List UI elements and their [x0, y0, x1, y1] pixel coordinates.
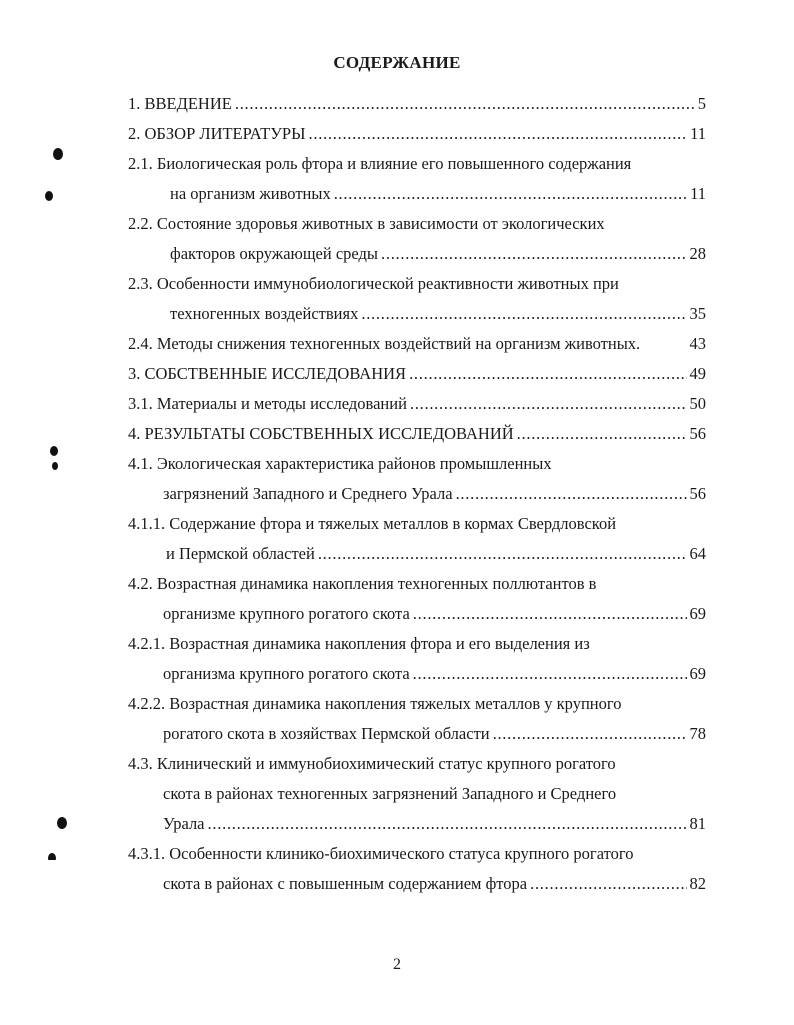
toc-entry-2-1	[170, 182, 706, 206]
toc-page-number: 78	[689, 724, 706, 743]
toc-entry-title: 3. СОБСТВЕННЫЕ ИССЛЕДОВАНИЯ	[128, 364, 407, 383]
toc-entry-title: 4.3.1. Особенности клинико-биохимического статуса крупного рогатого	[128, 844, 634, 863]
ink-blot	[48, 853, 56, 860]
toc-entry-2-4	[128, 332, 706, 356]
dot-leader	[334, 182, 687, 206]
toc-entry-title: 4.1.1. Содержание фтора и тяжелых металлов в кормах Свердловской	[128, 514, 617, 533]
toc-entry-title: 1. ВВЕДЕНИЕ	[128, 94, 232, 113]
dot-leader	[517, 422, 687, 446]
toc-page-number: 35	[689, 304, 706, 323]
toc-entry-introduction	[128, 92, 706, 116]
dot-leader	[361, 302, 686, 326]
dot-leader	[413, 602, 687, 626]
ink-blot	[45, 191, 53, 201]
ink-blot	[57, 817, 67, 829]
toc-entry-title-continued: рогатого скота в хозяйствах Пермской области	[163, 724, 490, 743]
toc-entry-4-3-1	[163, 872, 706, 896]
dot-leader	[456, 482, 687, 506]
toc-entry-title-continued: на организм животных	[170, 184, 331, 203]
toc-entry-title-continued: и Пермской областей	[166, 544, 315, 563]
dot-leader	[381, 242, 687, 266]
toc-entry-title-continued: организме крупного рогатого скота	[163, 604, 410, 623]
dot-leader	[318, 542, 687, 566]
dot-leader	[309, 122, 688, 146]
toc-entry-title: 2. ОБЗОР ЛИТЕРАТУРЫ	[128, 124, 306, 143]
toc-entry-2-2	[170, 242, 706, 266]
toc-entry-4-1	[163, 482, 706, 506]
toc-page-number: 11	[690, 124, 706, 143]
dot-leader	[493, 722, 687, 746]
dot-leader	[235, 92, 695, 116]
toc-page-number: 56	[689, 484, 706, 503]
toc-entry-4-3	[163, 812, 706, 836]
ink-blot	[52, 462, 58, 470]
toc-entry-title-continued: скота в районах техногенных загрязнений Западного и Среднего	[163, 784, 617, 803]
toc-page-number: 56	[689, 424, 706, 443]
toc-page-number: 69	[689, 604, 706, 623]
toc-entry-title: 2.1. Биологическая роль фтора и влияние его повышенного содержания	[128, 154, 632, 173]
dot-leader	[530, 872, 686, 896]
toc-entry-title: 4.2.2. Возрастная динамика накопления тяжелых металлов у крупного	[128, 694, 622, 713]
toc-page-number: 50	[689, 394, 706, 413]
toc-entry-title-continued: факторов окружающей среды	[170, 244, 378, 263]
toc-page-number: 5	[697, 94, 706, 113]
toc-page-number: 49	[689, 364, 706, 383]
ink-blot	[50, 446, 58, 456]
toc-entry-title: 2.4. Методы снижения техногенных воздействий на организм животных.	[128, 334, 641, 353]
toc-entry-title: 3.1. Материалы и методы исследований	[128, 394, 407, 413]
toc-page-number: 64	[689, 544, 706, 563]
dot-leader	[409, 362, 686, 386]
toc-entry-title: 4. РЕЗУЛЬТАТЫ СОБСТВЕННЫХ ИССЛЕДОВАНИЙ	[128, 424, 514, 443]
toc-entry-title: 4.3. Клинический и иммунобиохимический статус крупного рогатого	[128, 754, 616, 773]
toc-entry-title: 2.3. Особенности иммунобиологической реактивности животных при	[128, 274, 619, 293]
toc-page-number: 11	[690, 184, 706, 203]
toc-entry-title: 4.2. Возрастная динамика накопления техногенных поллютантов в	[128, 574, 597, 593]
toc-page-number: 81	[689, 814, 706, 833]
toc-page-number: 69	[689, 664, 706, 683]
toc-entry-title: 4.1. Экологическая характеристика районов промышленных	[128, 454, 552, 473]
toc-entry-title: 4.2.1. Возрастная динамика накопления фтора и его выделения из	[128, 634, 590, 653]
page-title: СОДЕРЖАНИЕ	[333, 53, 461, 72]
scan-artifacts	[40, 140, 80, 860]
dot-leader	[410, 392, 687, 416]
toc-entry-own-research	[128, 362, 706, 386]
toc-entry-4-2-2	[163, 722, 706, 746]
toc-entry-literature-review	[128, 122, 706, 146]
toc-page-number: 43	[689, 334, 706, 353]
toc-entry-title-continued: техногенных воздействиях	[170, 304, 359, 323]
toc-entry-title-continued: загрязнений Западного и Среднего Урала	[163, 484, 453, 503]
toc-page-number: 82	[689, 874, 706, 893]
toc-entry-title-continued: скота в районах с повышенным содержанием фтора	[163, 874, 528, 893]
toc-entry-title-continued: организма крупного рогатого скота	[163, 664, 410, 683]
toc-entry-results	[128, 422, 706, 446]
ink-blot	[53, 148, 63, 160]
page-number: 2	[393, 956, 401, 973]
toc-entry-title: 2.2. Состояние здоровья животных в зависимости от экологических	[128, 214, 605, 233]
dot-leader	[208, 812, 687, 836]
toc-entry-4-2	[163, 602, 706, 626]
toc-entry-4-2-1	[163, 662, 706, 686]
toc-entry-4-1-1	[166, 542, 706, 566]
toc-entry-title-continued: Урала	[163, 814, 205, 833]
toc-entry-2-3	[170, 302, 706, 326]
toc-page-number: 28	[689, 244, 706, 263]
toc-entry-3-1	[128, 392, 706, 416]
dot-leader	[413, 662, 687, 686]
